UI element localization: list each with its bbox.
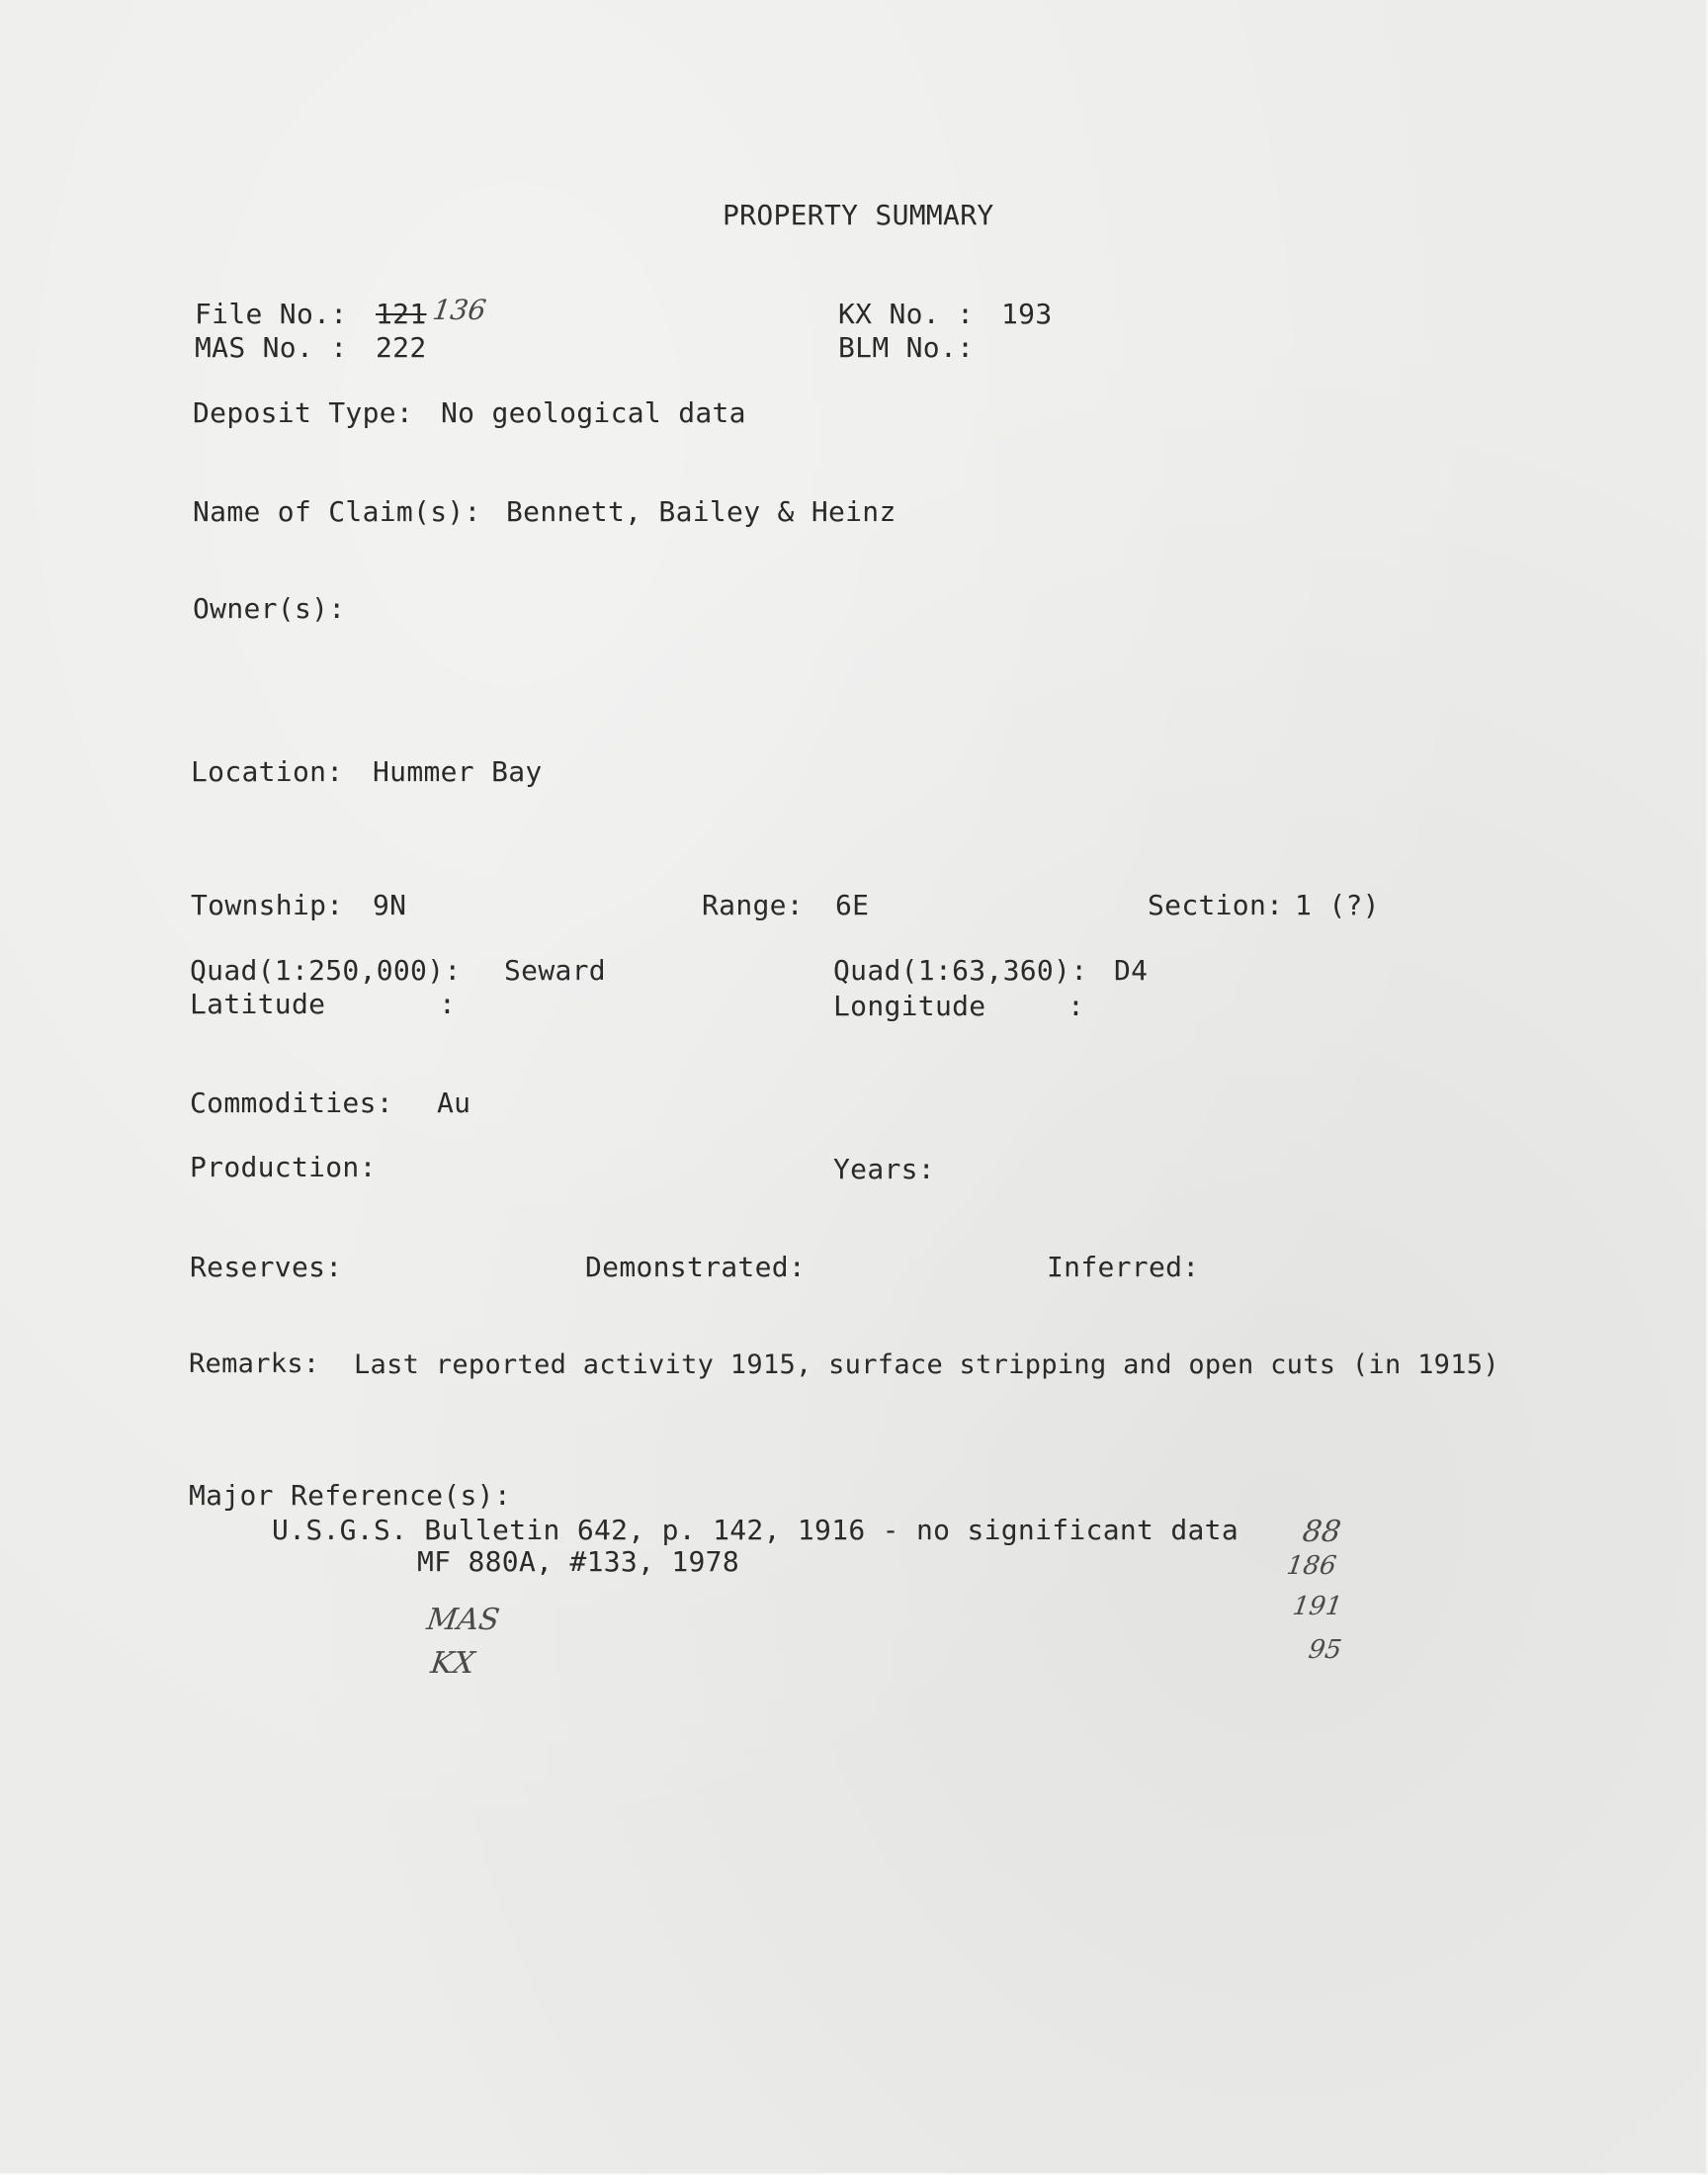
location-label: Location: xyxy=(191,755,344,788)
location-value: Hummer Bay xyxy=(373,755,543,788)
mas-no-label: MAS No. : xyxy=(195,331,348,364)
file-no-handwritten-value: 136 xyxy=(430,294,488,326)
remarks-label: Remarks: xyxy=(189,1348,320,1379)
commodities-label: Commodities: xyxy=(190,1087,393,1119)
page-title: PROPERTY SUMMARY xyxy=(723,199,994,231)
township-value: 9N xyxy=(373,889,407,921)
blm-no-label: BLM No.: xyxy=(838,331,975,364)
demonstrated-label: Demonstrated: xyxy=(585,1251,807,1283)
reference-item: U.S.G.S. Bulletin 642, p. 142, 1916 - no significant data xyxy=(272,1514,1238,1546)
township-label: Township: xyxy=(191,889,344,921)
quad-63-label: Quad(1:63,360): xyxy=(833,954,1088,987)
range-value: 6E xyxy=(835,889,870,921)
latitude-separator: : xyxy=(439,988,457,1020)
quad-250-value: Seward xyxy=(504,954,606,987)
longitude-separator: : xyxy=(1068,990,1085,1022)
latitude-label: Latitude xyxy=(190,988,326,1020)
quad-250-label: Quad(1:250,000): xyxy=(190,954,462,987)
handwritten-note: 191 xyxy=(1290,1592,1344,1621)
mas-no-value: 222 xyxy=(376,331,427,364)
section-label: Section: xyxy=(1148,889,1284,921)
handwritten-note: KX xyxy=(428,1646,477,1681)
owners-label: Owner(s): xyxy=(193,592,346,625)
reserves-label: Reserves: xyxy=(190,1251,343,1283)
reference-item: MF 880A, #133, 1978 xyxy=(417,1545,739,1578)
production-label: Production: xyxy=(190,1151,377,1183)
claims-label: Name of Claim(s): xyxy=(193,495,481,528)
handwritten-note: 95 xyxy=(1306,1635,1344,1665)
inferred-label: Inferred: xyxy=(1047,1251,1200,1283)
section-value: 1 (?) xyxy=(1295,889,1380,921)
handwritten-note: 88 xyxy=(1300,1515,1343,1549)
deposit-type-value: No geological data xyxy=(441,396,746,429)
file-no-label: File No.: xyxy=(195,298,348,330)
kx-no-label: KX No. : xyxy=(838,298,975,330)
range-label: Range: xyxy=(702,889,804,921)
file-no-struck-value: 121 xyxy=(376,298,427,330)
handwritten-note: MAS xyxy=(424,1603,502,1637)
kx-no-value: 193 xyxy=(1001,298,1053,330)
longitude-label: Longitude xyxy=(833,990,986,1022)
references-label: Major Reference(s): xyxy=(189,1479,511,1512)
handwritten-note: 186 xyxy=(1284,1551,1338,1581)
commodities-value: Au xyxy=(437,1087,471,1119)
remarks-value: Last reported activity 1915, surface stripping and open cuts (in 1915) xyxy=(354,1349,1499,1380)
quad-63-value: D4 xyxy=(1114,954,1149,987)
claims-value: Bennett, Bailey & Heinz xyxy=(506,495,897,528)
deposit-type-label: Deposit Type: xyxy=(193,396,414,429)
years-label: Years: xyxy=(833,1153,935,1185)
